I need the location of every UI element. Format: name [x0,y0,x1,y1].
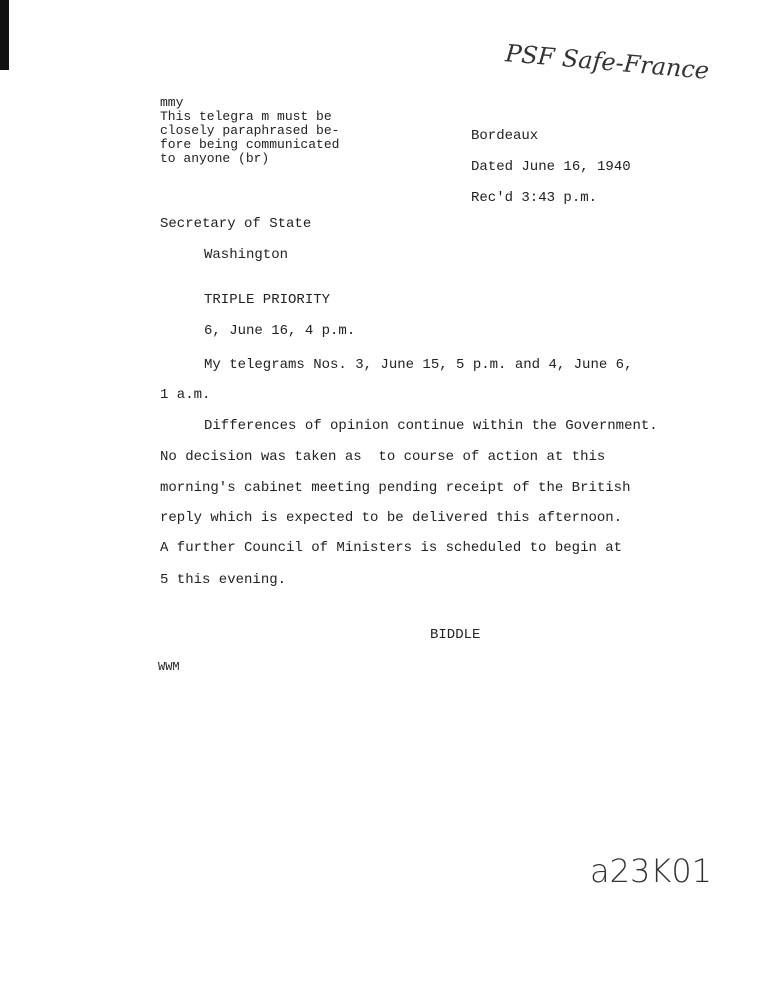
priority: TRIPLE PRIORITY [204,292,331,308]
paraphrase-notice: mmy This telegra m must be closely paraphrased be- fore being communicated to anyone (br) [160,95,340,166]
body-line: reply which is expected to be delivered this afternoon. [160,510,623,526]
body-line: 5 this evening. [160,572,287,588]
city: Washington [204,247,289,263]
body-line: Differences of opinion continue within the Government. [204,418,658,434]
body-line: No decision was taken as to course of action at this [160,449,606,465]
handwritten-file-label: PSF Safe-France [504,39,711,85]
telegram-number: 6, June 16, 4 p.m. [204,323,356,339]
signature: BIDDLE [430,627,481,643]
handwritten-number: a23K01 [590,852,713,890]
body-line: A further Council of Ministers is scheduled to begin at [160,540,623,556]
place: Bordeaux [471,128,539,144]
body-line: morning's cabinet meeting pending receipt of the British [160,480,631,496]
typist-initials: WWM [158,660,180,674]
addressee: Secretary of State [160,216,312,232]
received-line: Rec'd 3:43 p.m. [471,190,598,206]
body-line: 1 a.m. [160,387,211,403]
scan-edge-mark [0,0,9,70]
body-line: My telegrams Nos. 3, June 15, 5 p.m. and 4, June 6, [204,357,633,373]
date-line: Dated June 16, 1940 [471,159,631,175]
